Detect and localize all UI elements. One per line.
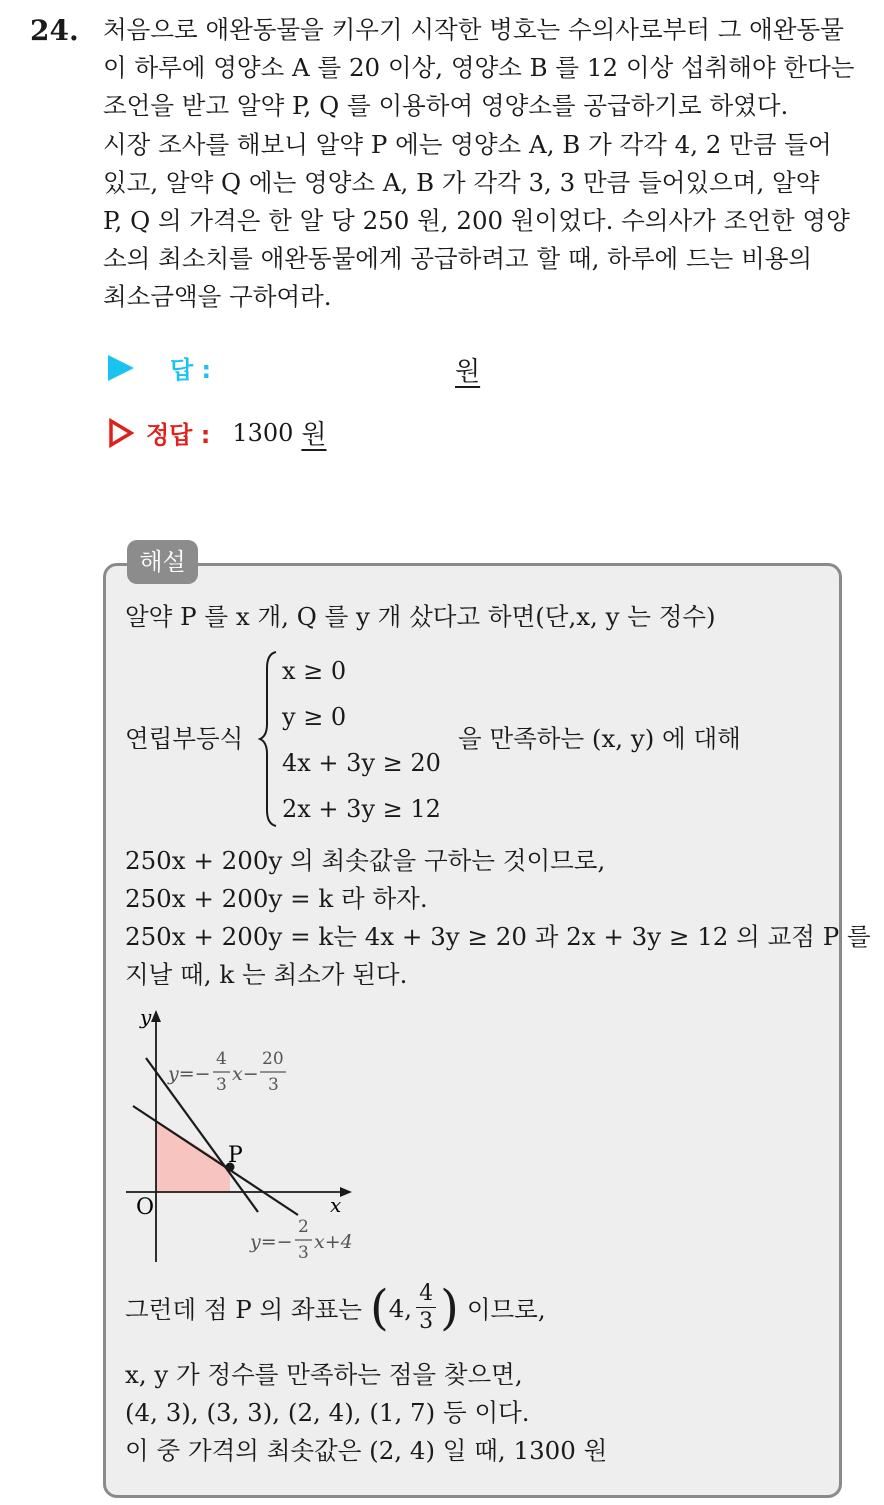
line-a-equation — [167, 1049, 286, 1095]
coordinate-suffix: 이므로, — [466, 1294, 546, 1324]
equation-text: y=− — [250, 1231, 293, 1253]
graph — [118, 1000, 368, 1270]
equation-numerator: 20 — [262, 1049, 284, 1069]
coordinate-prefix: 그런데 점 P 의 좌표는 — [125, 1294, 362, 1324]
explanation-line: x, y 가 정수를 만족하는 점을 찾으면, — [125, 1360, 523, 1389]
left-brace — [258, 650, 280, 828]
explanation-line: 지날 때, k 는 최소가 된다. — [125, 960, 408, 989]
explanation-line: 250x + 200y = k 라 하자. — [125, 884, 428, 913]
equation-denominator: 3 — [268, 1075, 279, 1095]
equation-text: x+4 — [314, 1231, 353, 1253]
explanation-line: 250x + 200y 의 최솟값을 구하는 것이므로, — [125, 846, 606, 875]
key-unit: 원 — [301, 420, 327, 450]
feasible-region-shade — [156, 1120, 230, 1192]
question-line: P, Q 의 가격은 한 알 당 250 원, 200 원이었다. 수의사가 조언한 영양 — [103, 206, 850, 236]
equation-text: x− — [232, 1063, 259, 1085]
question-line: 최소금액을 구하여라. — [103, 282, 332, 312]
inequality: x ≥ 0 — [282, 657, 347, 685]
inequality: 2x + 3y ≥ 12 — [282, 795, 441, 823]
fraction-denominator: 3 — [419, 1309, 434, 1334]
equation-denominator: 3 — [298, 1243, 309, 1263]
fraction-numerator: 4 — [416, 1283, 436, 1308]
key-value: 1300 — [232, 418, 294, 447]
x-axis-arrow — [340, 1187, 352, 1197]
equation-numerator: 4 — [216, 1049, 227, 1069]
explanation-line: 250x + 200y = k는 4x + 3y ≥ 20 과 2x + 3y ≥ 12 의 교점 P 를 — [125, 922, 871, 951]
question-line: 시장 조사를 해보니 알약 P 에는 영양소 A, B 가 각각 4, 2 만큼 들어 — [103, 129, 832, 159]
y-axis-arrow — [151, 1010, 161, 1022]
key-row — [108, 414, 327, 451]
right-paren: ) — [440, 1280, 459, 1336]
coordinate-fraction — [416, 1283, 436, 1333]
point-p-label: P — [228, 1143, 243, 1168]
question-line: 처음으로 애완동물을 키우기 시작한 병호는 수의사로부터 그 애완동물 — [103, 15, 844, 44]
explanation-line: (4, 3), (3, 3), (2, 4), (1, 7) 등 이다. — [125, 1398, 530, 1427]
inequality: y ≥ 0 — [282, 703, 347, 731]
coordinate-x: 4, — [388, 1293, 413, 1323]
explanation-line: 알약 P 를 x 개, Q 를 y 개 샀다고 하면(단,x, y 는 정수) — [125, 602, 716, 631]
explanation-line: 이 중 가격의 최솟값은 (2, 4) 일 때, 1300 원 — [125, 1436, 608, 1465]
play-icon — [108, 355, 134, 381]
answer-row — [108, 350, 211, 385]
equation-denominator: 3 — [216, 1075, 227, 1095]
play-outline-icon — [108, 418, 134, 448]
key-label: 정답 : — [146, 421, 211, 449]
x-axis-label: x — [330, 1193, 342, 1217]
question-text — [103, 11, 863, 317]
line-b-equation — [249, 1217, 353, 1263]
question-line: 이 하루에 영양소 A 를 20 이상, 영양소 B 를 12 이상 섭취해야 한다는 — [103, 53, 855, 83]
system-suffix: 을 만족하는 (x, y) 에 대해 — [458, 724, 741, 753]
question-line: 소의 최소치를 애완동물에게 공급하려고 할 때, 하루에 드는 비용의 — [103, 244, 813, 274]
answer-label: 답 : — [170, 356, 212, 384]
y-axis-label: y — [140, 1005, 152, 1029]
equation-text: y=− — [168, 1063, 211, 1085]
origin-label: O — [136, 1195, 155, 1220]
question-line: 조언을 받고 알약 P, Q 를 이용하여 영양소를 공급하기로 하였다. — [103, 91, 789, 121]
question-line: 있고, 알약 Q 에는 영양소 A, B 가 각각 3, 3 만큼 들어있으며, 알약 — [103, 167, 820, 197]
equation-numerator: 2 — [298, 1217, 309, 1237]
question-number: 24. — [30, 14, 79, 47]
system-label: 연립부등식 — [125, 724, 244, 753]
answer-unit: 원 — [455, 357, 481, 387]
left-paren: ( — [369, 1280, 389, 1336]
coordinate-line — [125, 1280, 546, 1336]
inequality: 4x + 3y ≥ 20 — [282, 749, 441, 777]
explanation-tab: 해설 — [127, 540, 198, 584]
